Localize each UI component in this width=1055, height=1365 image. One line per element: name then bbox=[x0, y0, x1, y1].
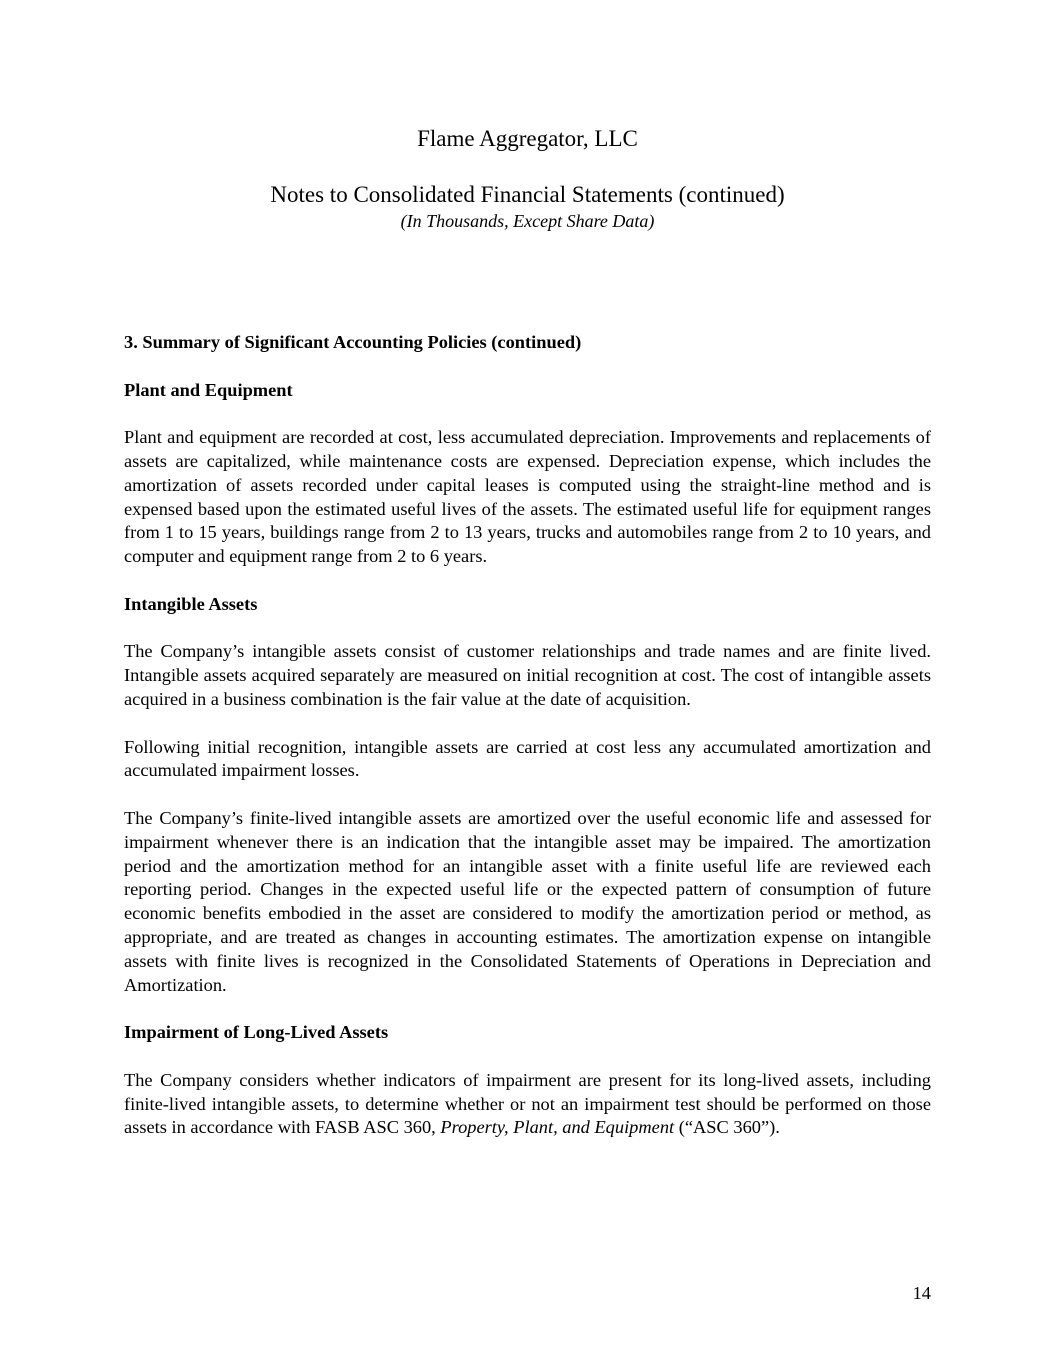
company-name: Flame Aggregator, LLC bbox=[417, 126, 638, 151]
document-subtitle: (In Thousands, Except Share Data) bbox=[400, 211, 655, 231]
intangible-assets-paragraph-2: Following initial recognition, intangible assets are carried at cost less any accumulated amortization and accumulated impairment losses. bbox=[124, 736, 931, 781]
impairment-heading: Impairment of Long-Lived Assets bbox=[124, 1022, 389, 1043]
impairment-paragraph-tail: (“ASC 360”). bbox=[674, 1117, 780, 1138]
document-title: Notes to Consolidated Financial Statements (continued) bbox=[270, 182, 785, 207]
impairment-paragraph bbox=[124, 1069, 931, 1140]
section-heading: 3. Summary of Significant Accounting Policies (continued) bbox=[124, 332, 582, 352]
impairment-paragraph-standard-name: Property, Plant, and Equipment bbox=[440, 1117, 675, 1138]
plant-equipment-paragraph: Plant and equipment are recorded at cost, less accumulated depreciation. Improvements and replacements of assets are capitalized, while maintenance costs are expensed. Depreciation expense, which includes the amortization of assets recorded under capital leases is computed using the straight-line method and is expensed based upon the estimated useful lives of the assets. The estimated useful life for equipment ranges from 1 to 15 years, buildings range from 2 to 13 years, trucks and automobiles range from 2 to 10 years, and computer and equipment range from 2 to 6 years. bbox=[124, 427, 931, 567]
impairment-paragraph-lead: The Company considers whether indicators of impairment are present for its long-lived assets, including finite-lived intangible assets, to determine whether or not an impairment test should be performed on those assets in accordance with FASB ASC 360, bbox=[124, 1069, 931, 1138]
intangible-assets-paragraph-1: The Company’s intangible assets consist of customer relationships and trade names and are finite lived. Intangible assets acquired separately are measured on initial recognition at cost. The cost of intangible assets acquired in a business combination is the fair value at the date of acquisition. bbox=[124, 641, 931, 709]
plant-equipment-heading: Plant and Equipment bbox=[124, 379, 293, 400]
notes-body bbox=[124, 331, 931, 1164]
intangible-assets-heading: Intangible Assets bbox=[124, 593, 258, 614]
page-number: 14 bbox=[912, 1283, 931, 1303]
intangible-assets-paragraph-3: The Company’s finite-lived intangible assets are amortized over the useful economic life and assessed for impairment whenever there is an indication that the intangible asset may be impaired. The amortization period and the amortization method for an intangible asset with a finite useful life are reviewed each reporting period. Changes in the expected useful life or the expected pattern of consumption of future economic benefits embodied in the asset are considered to modify the amortization period or method, as appropriate, and are treated as changes in accounting estimates. The amortization expense on intangible assets with finite lives is recognized in the Consolidated Statements of Operations in Depreciation and Amortization. bbox=[124, 807, 931, 995]
